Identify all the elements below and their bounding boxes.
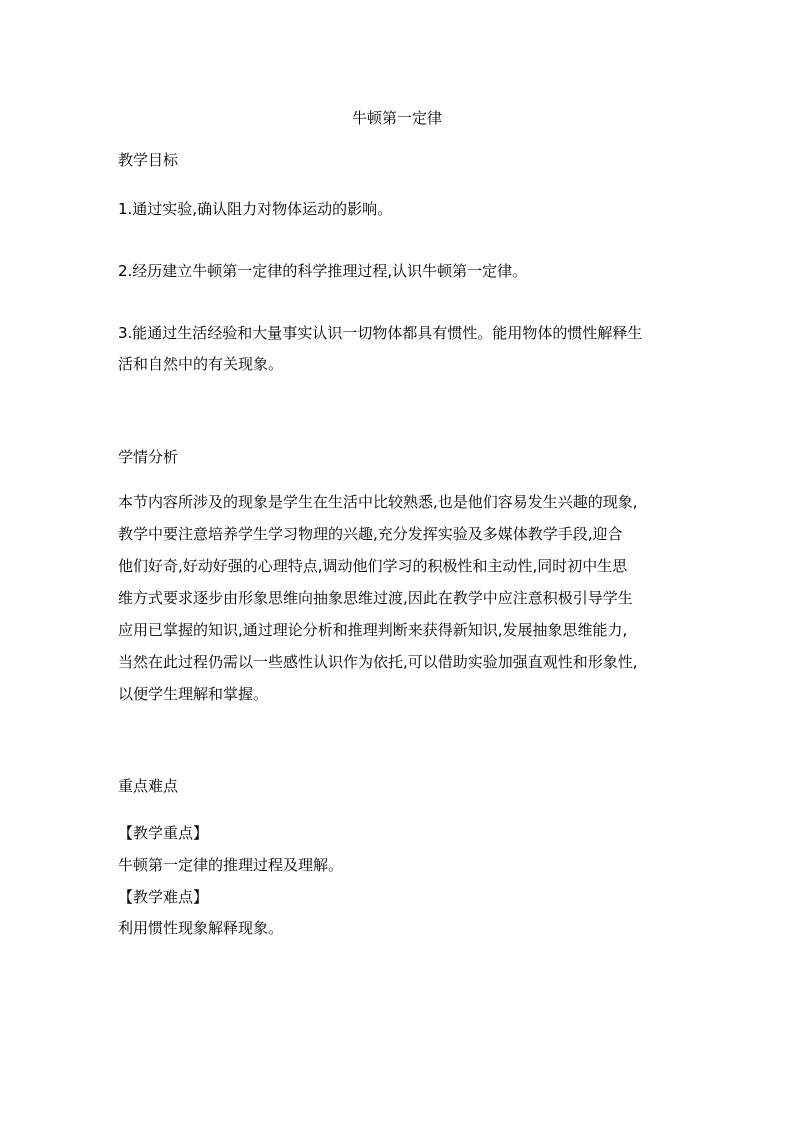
analysis-line: 当然在此过程仍需以一些感性认识作为依托,可以借助实验加强直观性和形象性, <box>118 653 638 671</box>
objective-item-3-line-2: 活和自然中的有关现象。 <box>118 355 284 373</box>
difficulty-label: 【教学难点】 <box>118 888 209 906</box>
analysis-line: 以便学生理解和掌握。 <box>118 685 269 703</box>
focus-label: 【教学重点】 <box>118 824 209 842</box>
objective-item-1: 1.通过实验,确认阻力对物体运动的影响。 <box>118 200 393 218</box>
analysis-line: 应用已掌握的知识,通过理论分析和推理判断来获得新知识,发展抽象思维能力, <box>118 621 628 639</box>
analysis-line: 他们好奇,好动好强的心理特点,调动他们学习的积极性和主动性,同时初中生思 <box>118 557 628 575</box>
document-title: 牛顿第一定律 <box>351 109 442 127</box>
key-points-heading: 重点难点 <box>118 777 179 795</box>
analysis-line: 本节内容所涉及的现象是学生在生活中比较熟悉,也是他们容易发生兴趣的现象, <box>118 493 638 511</box>
objectives-heading: 教学目标 <box>118 151 179 169</box>
analysis-heading: 学情分析 <box>118 448 179 466</box>
analysis-line: 维方式要求逐步由形象思维向抽象思维过渡,因此在教学中应注意积极引导学生 <box>118 589 633 607</box>
objective-item-2: 2.经历建立牛顿第一定律的科学推理过程,认识牛顿第一定律。 <box>118 262 528 280</box>
objective-item-3-line-1: 3.能通过生活经验和大量事实认识一切物体都具有惯性。能用物体的惯性解释生 <box>118 324 643 342</box>
analysis-line: 教学中要注意培养学生学习物理的兴趣,充分发挥实验及多媒体教学手段,迎合 <box>118 525 623 543</box>
difficulty-text: 利用惯性现象解释现象。 <box>118 919 284 937</box>
focus-text: 牛顿第一定律的推理过程及理解。 <box>118 856 344 874</box>
